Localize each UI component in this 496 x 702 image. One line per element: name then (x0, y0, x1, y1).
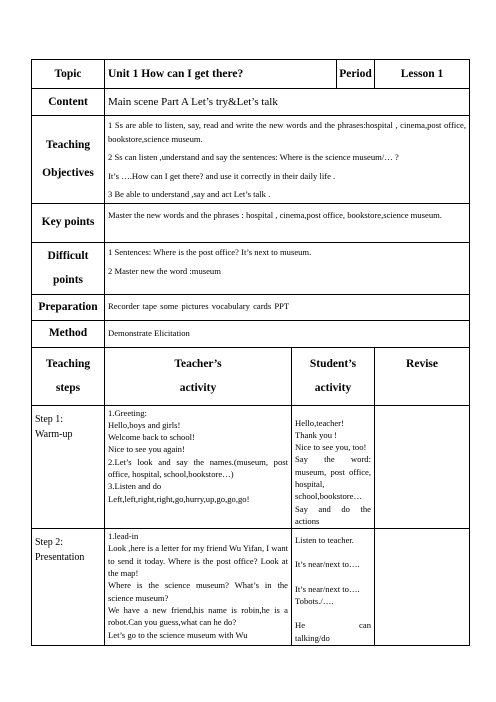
difficult-point-1: 1 Sentences: Where is the post office? It’s next to museum. (108, 246, 312, 257)
content-label: Content (32, 89, 105, 116)
step-1-teacher-line: Hello,boys and girls! (108, 419, 181, 430)
step-2-teacher-line: 1.lead-in (108, 531, 139, 542)
difficult-label-line1: Difficult (47, 250, 89, 262)
step-2-student-activity (292, 529, 375, 646)
steps-header-line2: steps (55, 381, 81, 394)
step-1-cell (32, 405, 105, 529)
difficult-points-label (32, 242, 105, 294)
step-2-cell (32, 529, 105, 646)
teacher-header-line1: Teacher’s (174, 357, 222, 370)
step-1-student-line: Say the word: museum, post office, hospital, school,bookstore… (295, 454, 371, 502)
step-2-student-spacer (295, 546, 371, 558)
student-activity-header (292, 347, 375, 405)
step-2-student-line: Listen to teacher. (295, 535, 354, 546)
step-2-revise (375, 529, 470, 646)
objective-2: 2 Ss can listen ,understand and say the sentences: Where is the science museum/… ? (108, 152, 399, 162)
teacher-header-line2: activity (179, 381, 217, 394)
difficult-label-line2: points (52, 274, 84, 286)
step-1-student-activity (292, 405, 375, 529)
objectives-text (105, 116, 470, 204)
difficult-points-text (105, 242, 470, 294)
step-1-number: Step 1: (35, 413, 64, 425)
step-2-teacher-activity (105, 529, 292, 646)
objectives-label (32, 116, 105, 204)
topic-label: Topic (32, 60, 105, 89)
step-2-teacher-line: Let’s go to the science museum with Wu (108, 629, 248, 640)
step-2-student-line: It’s near/next to…. (295, 583, 360, 594)
student-header-line2: activity (314, 381, 352, 394)
teacher-activity-header (105, 347, 292, 405)
period-label: Period (337, 60, 375, 89)
step-1-student-line: Say and do the actions (295, 503, 371, 526)
steps-header-line1: Teaching (45, 357, 91, 370)
step-2-teacher-line: Where is the science museum? What’s in the science museum? (108, 580, 288, 603)
objective-1: 1 Ss are able to listen, say, read and write the new words and the phrases:hospital , cinema,post office, bookstore,science museum. (108, 120, 466, 144)
objectives-label-line2: Objectives (42, 167, 94, 180)
lesson-plan-table (31, 59, 470, 646)
key-points-value: Master the new words and the phrases : hospital , cinema,post office, bookstore,science museum. (105, 203, 470, 242)
topic-value: Unit 1 How can I get there? (105, 60, 337, 89)
method-value: Demonstrate Elicitation (105, 320, 470, 347)
step-1-teacher-line: 3.Listen and do (108, 481, 162, 492)
student-header-line1: Student’s (309, 357, 357, 370)
step-1-revise (375, 405, 470, 529)
objectives-label-line1: Teaching (45, 139, 91, 152)
objective-2-cont: It’s ….How can I get there? and use it correctly in their daily life . (108, 170, 336, 181)
teaching-steps-header (32, 347, 105, 405)
step-2-student-line: He can talking/do (295, 620, 371, 643)
period-value: Lesson 1 (375, 60, 470, 89)
preparation-label: Preparation (32, 294, 105, 320)
step-1-teacher-line: 1.Greeting: (108, 407, 147, 418)
step-2-student-spacer (295, 571, 371, 583)
revise-header: Revise (375, 347, 470, 405)
step-2-teacher-line: We have a new friend,his name is robin,he is a robot.Can you guess,what can he do? (108, 604, 288, 628)
step-2-student-line: It’s near/next to…. (295, 559, 360, 570)
step-1-student-line: Thank you ! (295, 429, 338, 440)
key-points-label: Key points (32, 203, 105, 242)
step-2-name: Presentation (35, 552, 85, 564)
step-1-teacher-line: Left,left,right,right,go,hurry,up,go,go,go! (108, 493, 250, 504)
step-1-name: Warm-up (35, 428, 73, 440)
method-label: Method (32, 320, 105, 347)
step-2-student-spacer (295, 607, 371, 619)
step-1-teacher-line: Welcome back to school! (108, 432, 195, 443)
difficult-point-2: 2 Master new the word :museum (108, 266, 221, 276)
step-1-student-line: Nice to see you, too! (295, 442, 367, 453)
preparation-value: Recorder tape some pictures vocabulary cards PPT (105, 294, 470, 320)
step-2-student-line: Tobots./…. (295, 596, 334, 607)
step-1-teacher-line: 2.Let’s look and say the names.(museum, post office, hospital, school,bookstore…) (108, 456, 288, 479)
step-1-teacher-activity (105, 405, 292, 529)
step-1-teacher-line: Nice to see you again! (108, 444, 185, 455)
step-2-number: Step 2: (35, 537, 64, 549)
step-2-teacher-line: Look ,here is a letter for my friend Wu Yifan, I want to send it today. Where is the post office? Look at the map! (108, 543, 288, 579)
content-value: Main scene Part A Let’s try&Let’s talk (105, 89, 470, 116)
step-1-student-line: Hello,teacher! (295, 417, 344, 428)
objective-3: 3 Be able to understand ,say and act Let’s talk . (108, 189, 271, 199)
